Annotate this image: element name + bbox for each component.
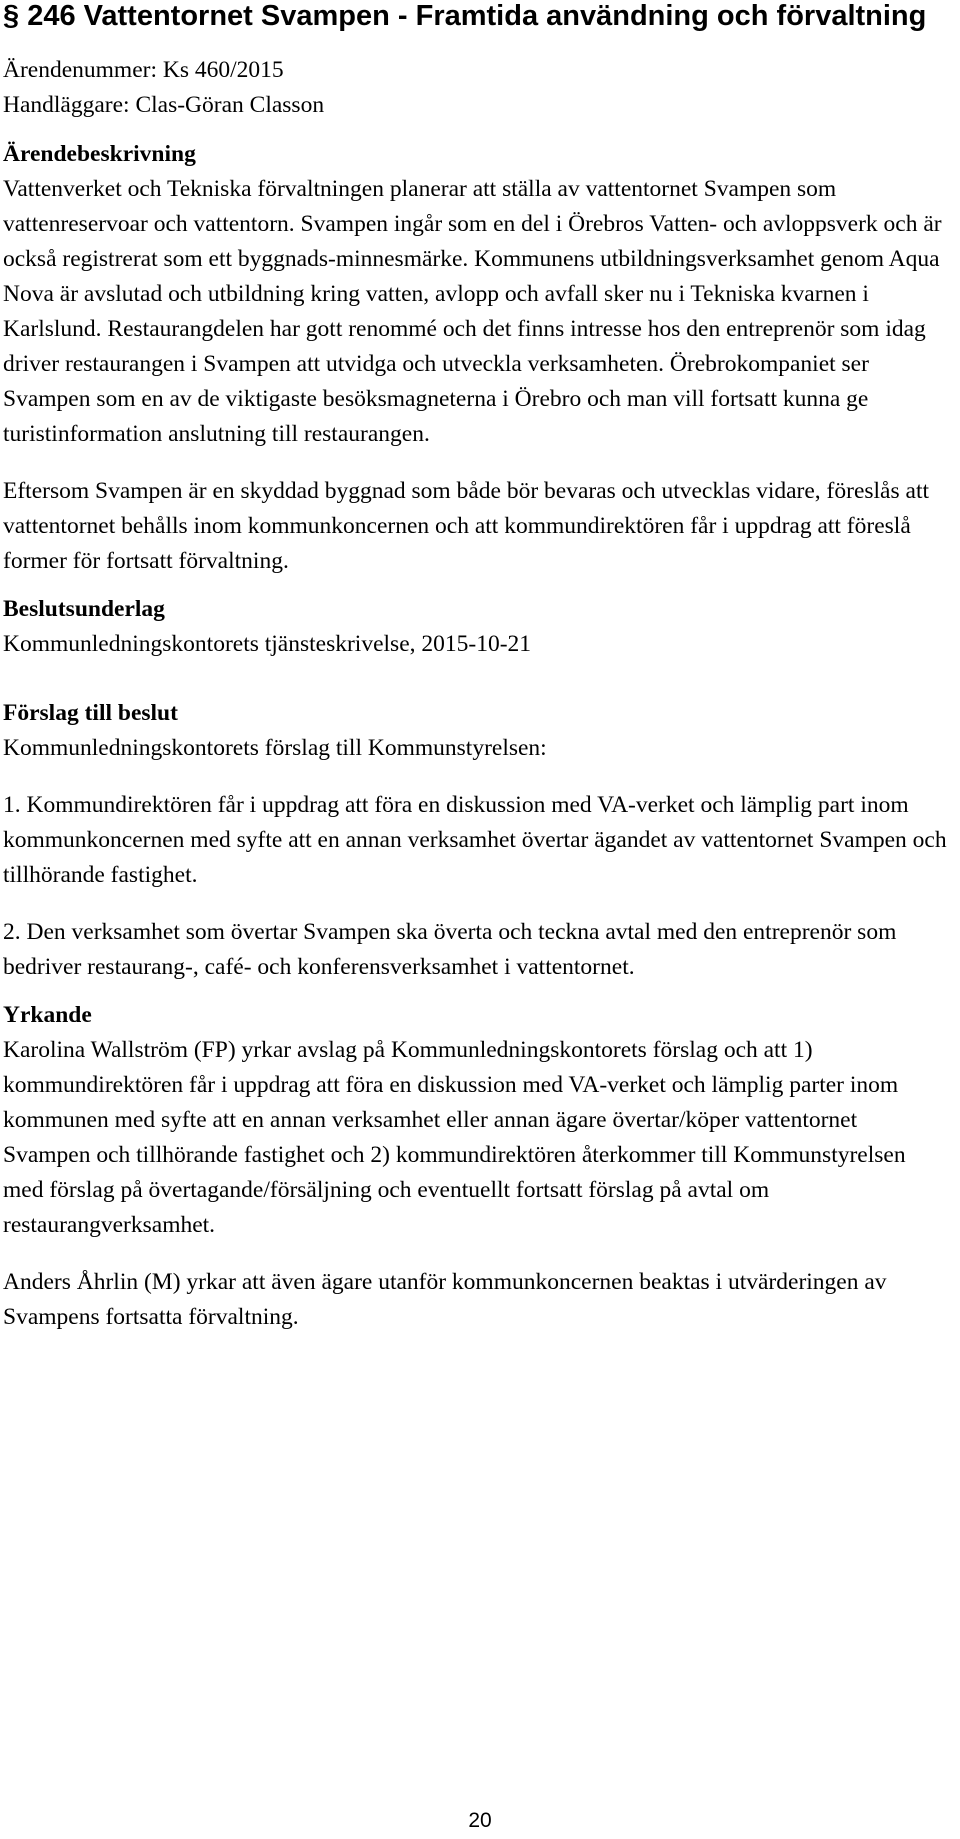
section-symbol: §: [3, 0, 20, 32]
description-heading: Ärendebeskrivning: [3, 141, 196, 167]
proposal-intro: Kommunledningskontorets förslag till Kommunstyrelsen:: [3, 735, 547, 761]
proposal-section: [3, 696, 948, 985]
page-number: 20: [468, 1809, 492, 1832]
description-paragraph-2: Eftersom Svampen är en skyddad byggnad som både bör bevaras och utvecklas vidare, föreslås att vattentornet behålls inom kommunkoncernen och att kommundirektören får i uppdrag att föreslå former för fortsatt förvaltning.: [3, 478, 930, 574]
section-title: 246 Vattentornet Svampen - Framtida användning och förvaltning: [27, 0, 927, 32]
proposal-item-1: 1. Kommundirektören får i uppdrag att föra en diskussion med VA-verket och lämplig part inom kommunkoncernen med syfte att en annan verksamhet övertar ägandet av vattentornet Svampen och tillhörande fastighet.: [3, 792, 947, 888]
case-number: Ärendenummer: Ks 460/2015: [3, 57, 284, 83]
description-section: [3, 137, 948, 579]
basis-heading: Beslutsunderlag: [3, 596, 165, 622]
case-meta: [3, 53, 948, 123]
description-paragraph-1: Vattenverket och Tekniska förvaltningen planerar att ställa av vattentornet Svampen som vattenreservoar och vattentorn. Svampen ingår som en del i Örebros Vatten- och avloppsverk och är också registrerat som ett byggnads-minnesmärke. Kommunens utbildningsverksamhet genom Aqua Nova är avslutad och utbildning kring vatten, avlopp och avfall sker nu i Tekniska kvarnen i Karlslund. Restaurangdelen har gott renommé och det finns intresse hos den entreprenör som idag driver restaurangen i Svampen att utvidga och utveckla verksamheten. Örebrokompaniet ser Svampen som en av de viktigaste besöksmagneterna i Örebro och man vill fortsatt kunna ge turistinformation anslutning till restaurangen.: [3, 176, 942, 447]
motion-paragraph-1: Karolina Wallström (FP) yrkar avslag på Kommunledningskontorets förslag och att 1) kommundirektören får i uppdrag att föra en diskussion med VA-verket och lämplig parter inom kommunen med syfte att en annan verksamhet eller annan ägare övertar/köper vattentornet Svampen och tillhörande fastighet och 2) kommundirektören återkommer till Kommunstyrelsen med förslag på övertagande/försäljning och eventuellt fortsatt förslag på avtal om restaurangverksamhet.: [3, 1037, 906, 1238]
motions-section: [3, 998, 948, 1335]
basis-text: Kommunledningskontorets tjänsteskrivelse, 2015-10-21: [3, 631, 532, 657]
motions-heading: Yrkande: [3, 1002, 92, 1028]
case-officer: Handläggare: Clas-Göran Classon: [3, 92, 325, 118]
section-heading: [3, 0, 948, 37]
proposal-item-2: 2. Den verksamhet som övertar Svampen ska överta och teckna avtal med den entreprenör som bedriver restaurang-, café- och konferensverksamhet i vattentornet.: [3, 919, 897, 980]
proposal-heading: Förslag till beslut: [3, 700, 178, 726]
basis-section: [3, 592, 948, 662]
motion-paragraph-2: Anders Åhrlin (M) yrkar att även ägare utanför kommunkoncernen beaktas i utvärderingen av Svampens fortsatta förvaltning.: [3, 1269, 887, 1330]
